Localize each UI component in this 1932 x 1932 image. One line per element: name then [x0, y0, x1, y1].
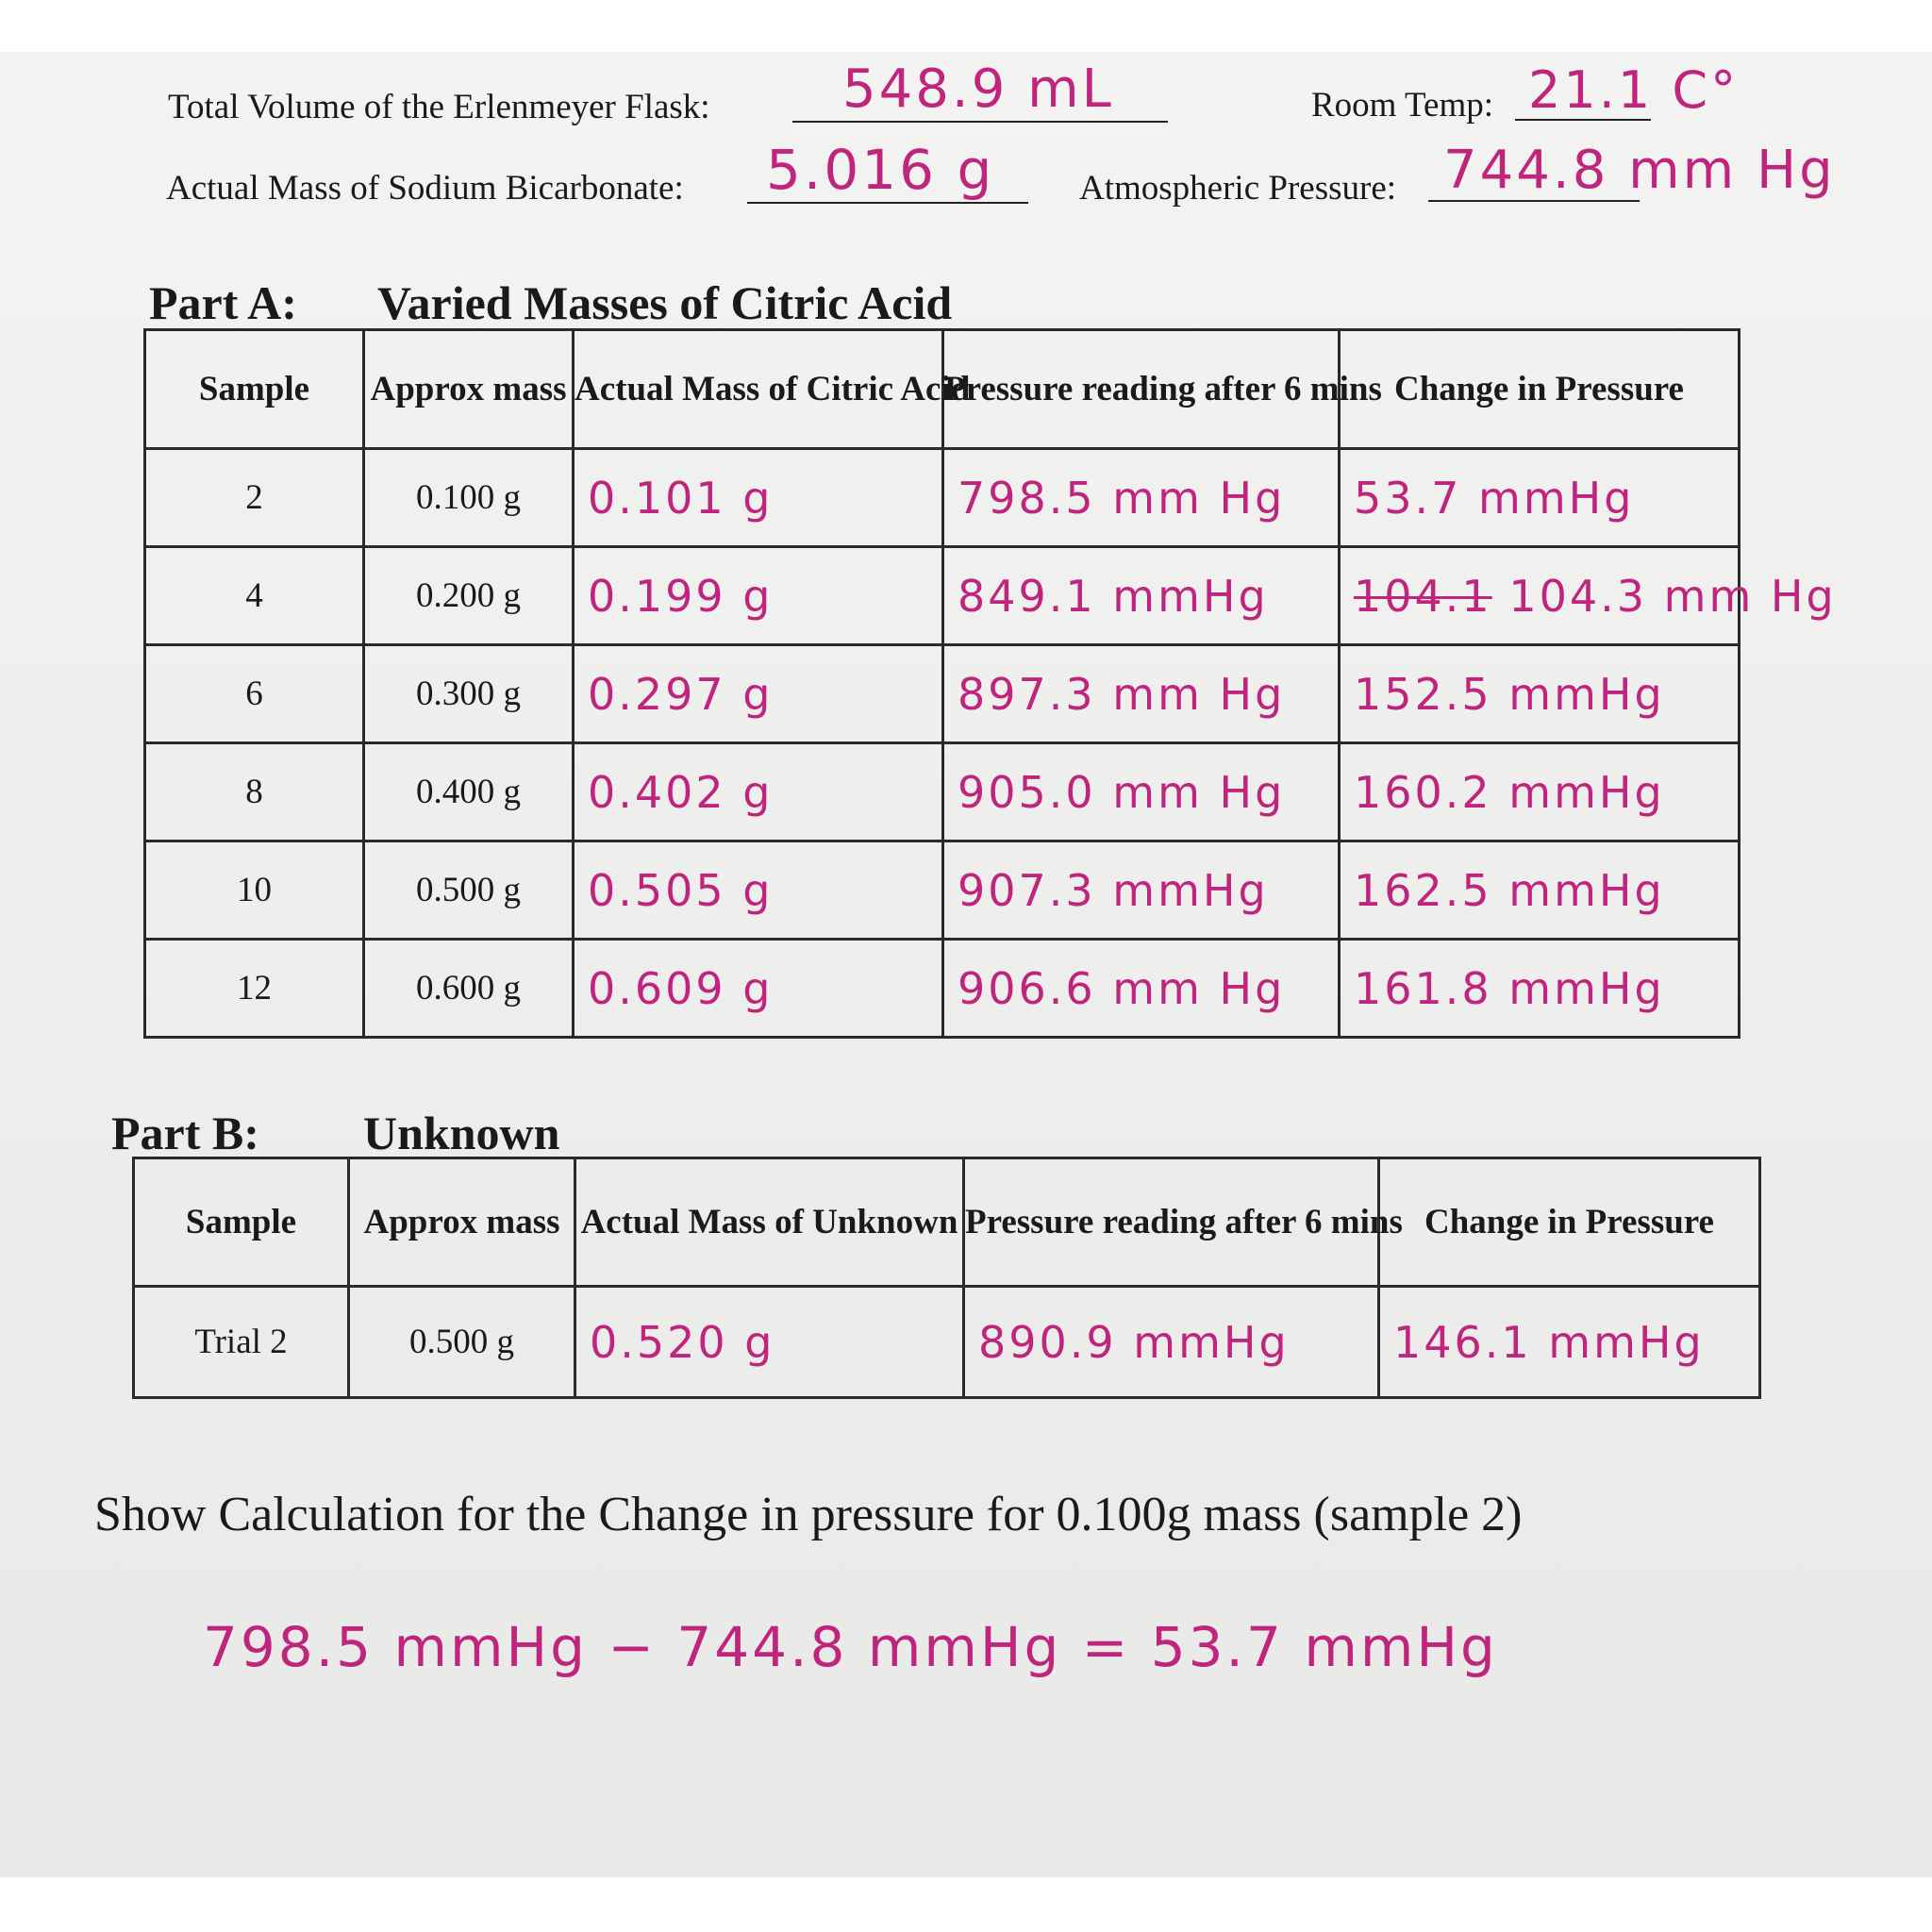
col-header-actual-mass: Actual Mass of Citric Acid	[574, 330, 943, 449]
calculation-prompt: Show Calculation for the Change in pressure for 0.100g mass (sample 2)	[94, 1488, 1523, 1541]
flask-volume-value: 548.9 mL	[842, 58, 1114, 120]
cell-actual-mass: 0.297 g	[574, 645, 943, 743]
bicarbonate-mass-underline	[747, 202, 1028, 204]
col-header-pressure-reading: Pressure reading after 6 mins	[964, 1158, 1379, 1287]
cell-change-in-pressure: 160.2 mmHg	[1340, 743, 1740, 841]
cell-approx-mass: 0.500 g	[349, 1287, 575, 1398]
cell-actual-mass: 0.402 g	[574, 743, 943, 841]
col-header-approx-mass: Approx mass	[364, 330, 574, 449]
cell-approx-mass: 0.500 g	[364, 841, 574, 940]
part-a-title: Varied Masses of Citric Acid	[377, 276, 953, 329]
calculation-work: 798.5 mmHg − 744.8 mmHg = 53.7 mmHg	[203, 1615, 1498, 1679]
flask-volume-label: Total Volume of the Erlenmeyer Flask:	[168, 88, 710, 126]
cell-sample: 6	[145, 645, 364, 743]
col-header-actual-mass: Actual Mass of Unknown	[575, 1158, 964, 1287]
cell-pressure-reading: 897.3 mm Hg	[943, 645, 1340, 743]
room-temp-label: Room Temp:	[1311, 86, 1494, 125]
part-a-header-row	[145, 330, 1740, 449]
cell-actual-mass: 0.609 g	[574, 940, 943, 1038]
room-temp-value: 21.1 C°	[1528, 60, 1740, 120]
cell-sample: Trial 2	[134, 1287, 349, 1398]
corrected-value: 104.3 mm Hg	[1508, 570, 1837, 622]
cell-approx-mass: 0.100 g	[364, 449, 574, 547]
col-header-approx-mass: Approx mass	[349, 1158, 575, 1287]
cell-actual-mass: 0.199 g	[574, 547, 943, 645]
cell-pressure-reading: 905.0 mm Hg	[943, 743, 1340, 841]
cell-actual-mass: 0.101 g	[574, 449, 943, 547]
part-a-label: Part A:	[149, 276, 297, 329]
col-header-pressure-reading: Pressure reading after 6 mins	[943, 330, 1340, 449]
cell-approx-mass: 0.400 g	[364, 743, 574, 841]
table-row	[145, 841, 1740, 940]
cell-actual-mass: 0.520 g	[575, 1287, 964, 1398]
cell-actual-mass: 0.505 g	[574, 841, 943, 940]
cell-sample: 4	[145, 547, 364, 645]
table-row	[145, 743, 1740, 841]
bicarbonate-mass-label: Actual Mass of Sodium Bicarbonate:	[166, 169, 684, 208]
cell-pressure-reading: 798.5 mm Hg	[943, 449, 1340, 547]
cell-change-in-pressure: 146.1 mmHg	[1379, 1287, 1760, 1398]
struck-value: 104.1	[1354, 570, 1492, 622]
flask-volume-underline	[792, 121, 1168, 123]
cell-sample: 10	[145, 841, 364, 940]
atmospheric-pressure-label: Atmospheric Pressure:	[1079, 169, 1397, 208]
cell-pressure-reading: 890.9 mmHg	[964, 1287, 1379, 1398]
col-header-sample: Sample	[145, 330, 364, 449]
cell-pressure-reading: 907.3 mmHg	[943, 841, 1340, 940]
atmospheric-pressure-value: 744.8 mm Hg	[1443, 140, 1836, 201]
part-b-header-row	[134, 1158, 1760, 1287]
part-b-title: Unknown	[363, 1107, 560, 1159]
table-row	[145, 547, 1740, 645]
cell-change-in-pressure: 162.5 mmHg	[1340, 841, 1740, 940]
table-row	[145, 645, 1740, 743]
cell-change-in-pressure	[1340, 547, 1837, 645]
col-header-sample: Sample	[134, 1158, 349, 1287]
cell-approx-mass: 0.600 g	[364, 940, 574, 1038]
part-b-table	[132, 1157, 1761, 1399]
table-row	[134, 1287, 1760, 1398]
cell-approx-mass: 0.200 g	[364, 547, 574, 645]
cell-change-in-pressure: 152.5 mmHg	[1340, 645, 1740, 743]
part-a-table	[143, 328, 1837, 1039]
cell-change-in-pressure: 53.7 mmHg	[1340, 449, 1740, 547]
part-b-label: Part B:	[111, 1107, 259, 1159]
cell-sample: 8	[145, 743, 364, 841]
cell-pressure-reading: 906.6 mm Hg	[943, 940, 1340, 1038]
table-row	[145, 940, 1740, 1038]
col-header-change-in-pressure: Change in Pressure	[1340, 330, 1740, 449]
col-header-change-in-pressure: Change in Pressure	[1379, 1158, 1760, 1287]
cell-sample: 2	[145, 449, 364, 547]
table-row	[145, 449, 1740, 547]
cell-pressure-reading: 849.1 mmHg	[943, 547, 1340, 645]
bicarbonate-mass-value: 5.016 g	[766, 138, 995, 202]
cell-sample: 12	[145, 940, 364, 1038]
cell-change-in-pressure: 161.8 mmHg	[1340, 940, 1740, 1038]
cell-approx-mass: 0.300 g	[364, 645, 574, 743]
